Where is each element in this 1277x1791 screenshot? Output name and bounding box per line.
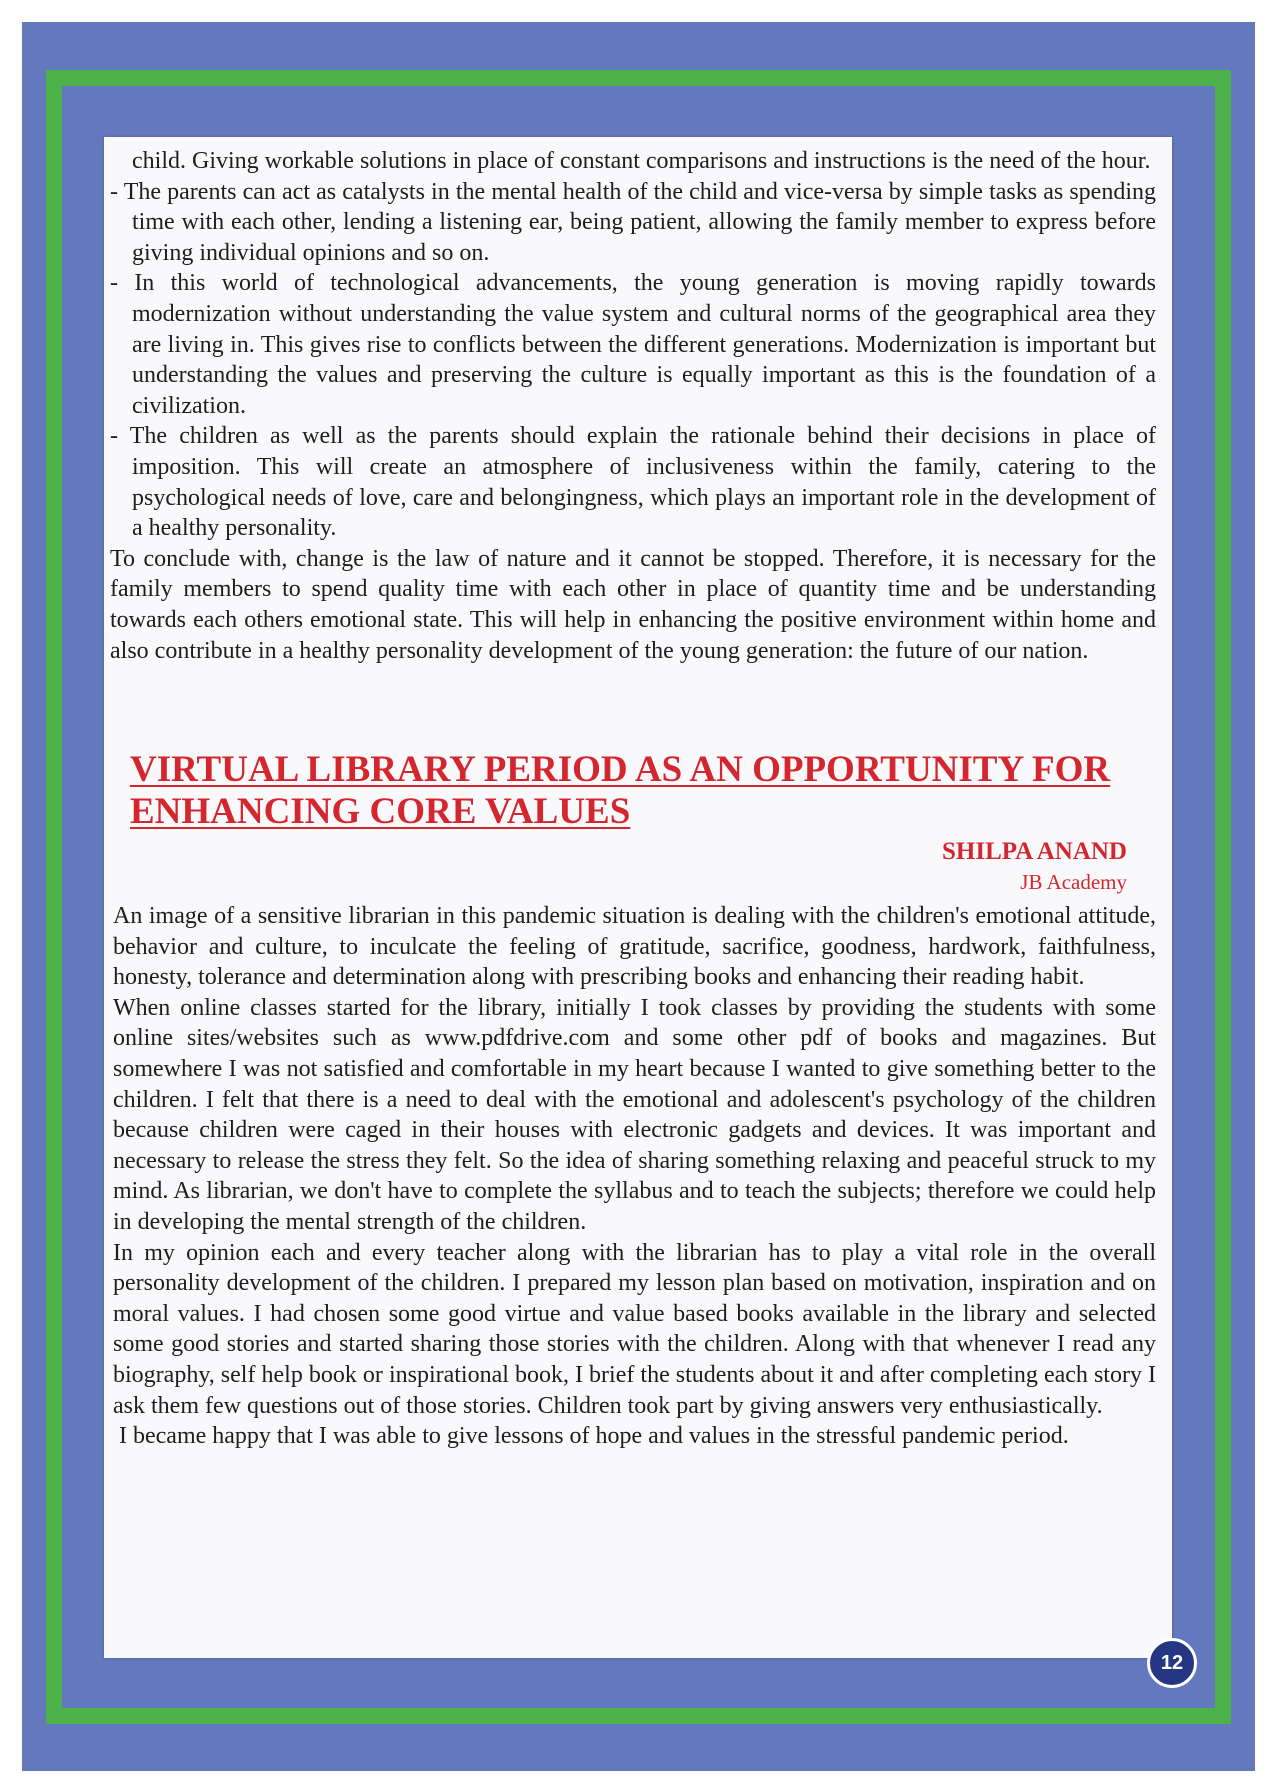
page-number-badge: 12 [1147, 1638, 1197, 1688]
byline [110, 835, 1156, 895]
title-line-1: VIRTUAL LIBRARY PERIOD AS AN OPPORTUNITY FOR [130, 749, 1111, 791]
page-content [110, 146, 1156, 1452]
section-gap [110, 666, 1156, 749]
conclusion-paragraph: To conclude with, change is the law of nature and it cannot be stopped. Therefore, it is necessary for the family members to spend quality time with each other in place of quantity time and be understanding towards each others emotional state. This will help in enhancing the positive environment within home and also contribute in a healthy personality development of the young generation: the future of our nation. [110, 545, 1156, 664]
article-title [130, 749, 1156, 833]
lead-continuation: child. Giving workable solutions in place of constant comparisons and instructions is the need of the hour. [132, 148, 1151, 174]
article-body [110, 901, 1156, 1452]
bullet-item: - In this world of technological advancements, the young generation is moving rapidly towards modernization without understanding the value system and cultural norms of the geographical area they are living in. This gives rise to conflicts between the different generations. Modernization is important but understanding the values and preserving the culture is equally important as this is the foundation of a civilization. [110, 270, 1156, 419]
body-paragraph: An image of a sensitive librarian in this pandemic situation is dealing with the children's emotional attitude, behavior and culture, to inculcate the feeling of gratitude, sacrifice, goodness, hardwork, faithfulness, honesty, tolerance and determination along with prescribing books and enhancing their reading habit. [113, 903, 1156, 991]
body-paragraph: When online classes started for the library, initially I took classes by providing the students with some online sites/websites such as www.pdfdrive.com and some other pdf of books and magazines. But somewhere I was not satisfied and comfortable in my heart because I wanted to give something better to the children. I felt that there is a need to deal with the emotional and adolescent's psychology of the children because children were caged in their houses with electronic gadgets and devices. It was important and necessary to release the stress they felt. So the idea of sharing something relaxing and peaceful struck to my mind. As librarian, we don't have to complete the syllabus and to teach the subjects; therefore we could help in developing the mental strength of the children. [113, 994, 1156, 1236]
bullet-item: - The parents can act as catalysts in the mental health of the child and vice-versa by simple tasks as spending time with each other, lending a listening ear, being patient, allowing the family member to express before giving individual opinions and so on. [110, 178, 1156, 266]
bullet-item: - The children as well as the parents should explain the rationale behind their decisions in place of imposition. This will create an atmosphere of inclusiveness within the family, catering to the psychological needs of love, care and belongingness, which plays an important role in the development of a healthy personality. [110, 423, 1156, 542]
body-paragraph: I became happy that I was able to give lessons of hope and values in the stressful pandemic period. [113, 1423, 1069, 1450]
title-line-2: ENHANCING CORE VALUES [130, 791, 631, 833]
author-name: SHILPA ANAND [942, 838, 1127, 866]
author-school: JB Academy [1020, 870, 1127, 895]
body-paragraph: In my opinion each and every teacher along with the librarian has to play a vital role in the overall personality development of the children. I prepared my lesson plan based on motivation, inspiration and on moral values. I had chosen some good virtue and value based books available in the library and selected some good stories and started sharing those stories with the children. Along with that whenever I read any biography, self help book or inspirational book, I brief the students about it and after completing each story I ask them few questions out of those stories. Children took part by giving answers very enthusiastically. [113, 1239, 1156, 1419]
